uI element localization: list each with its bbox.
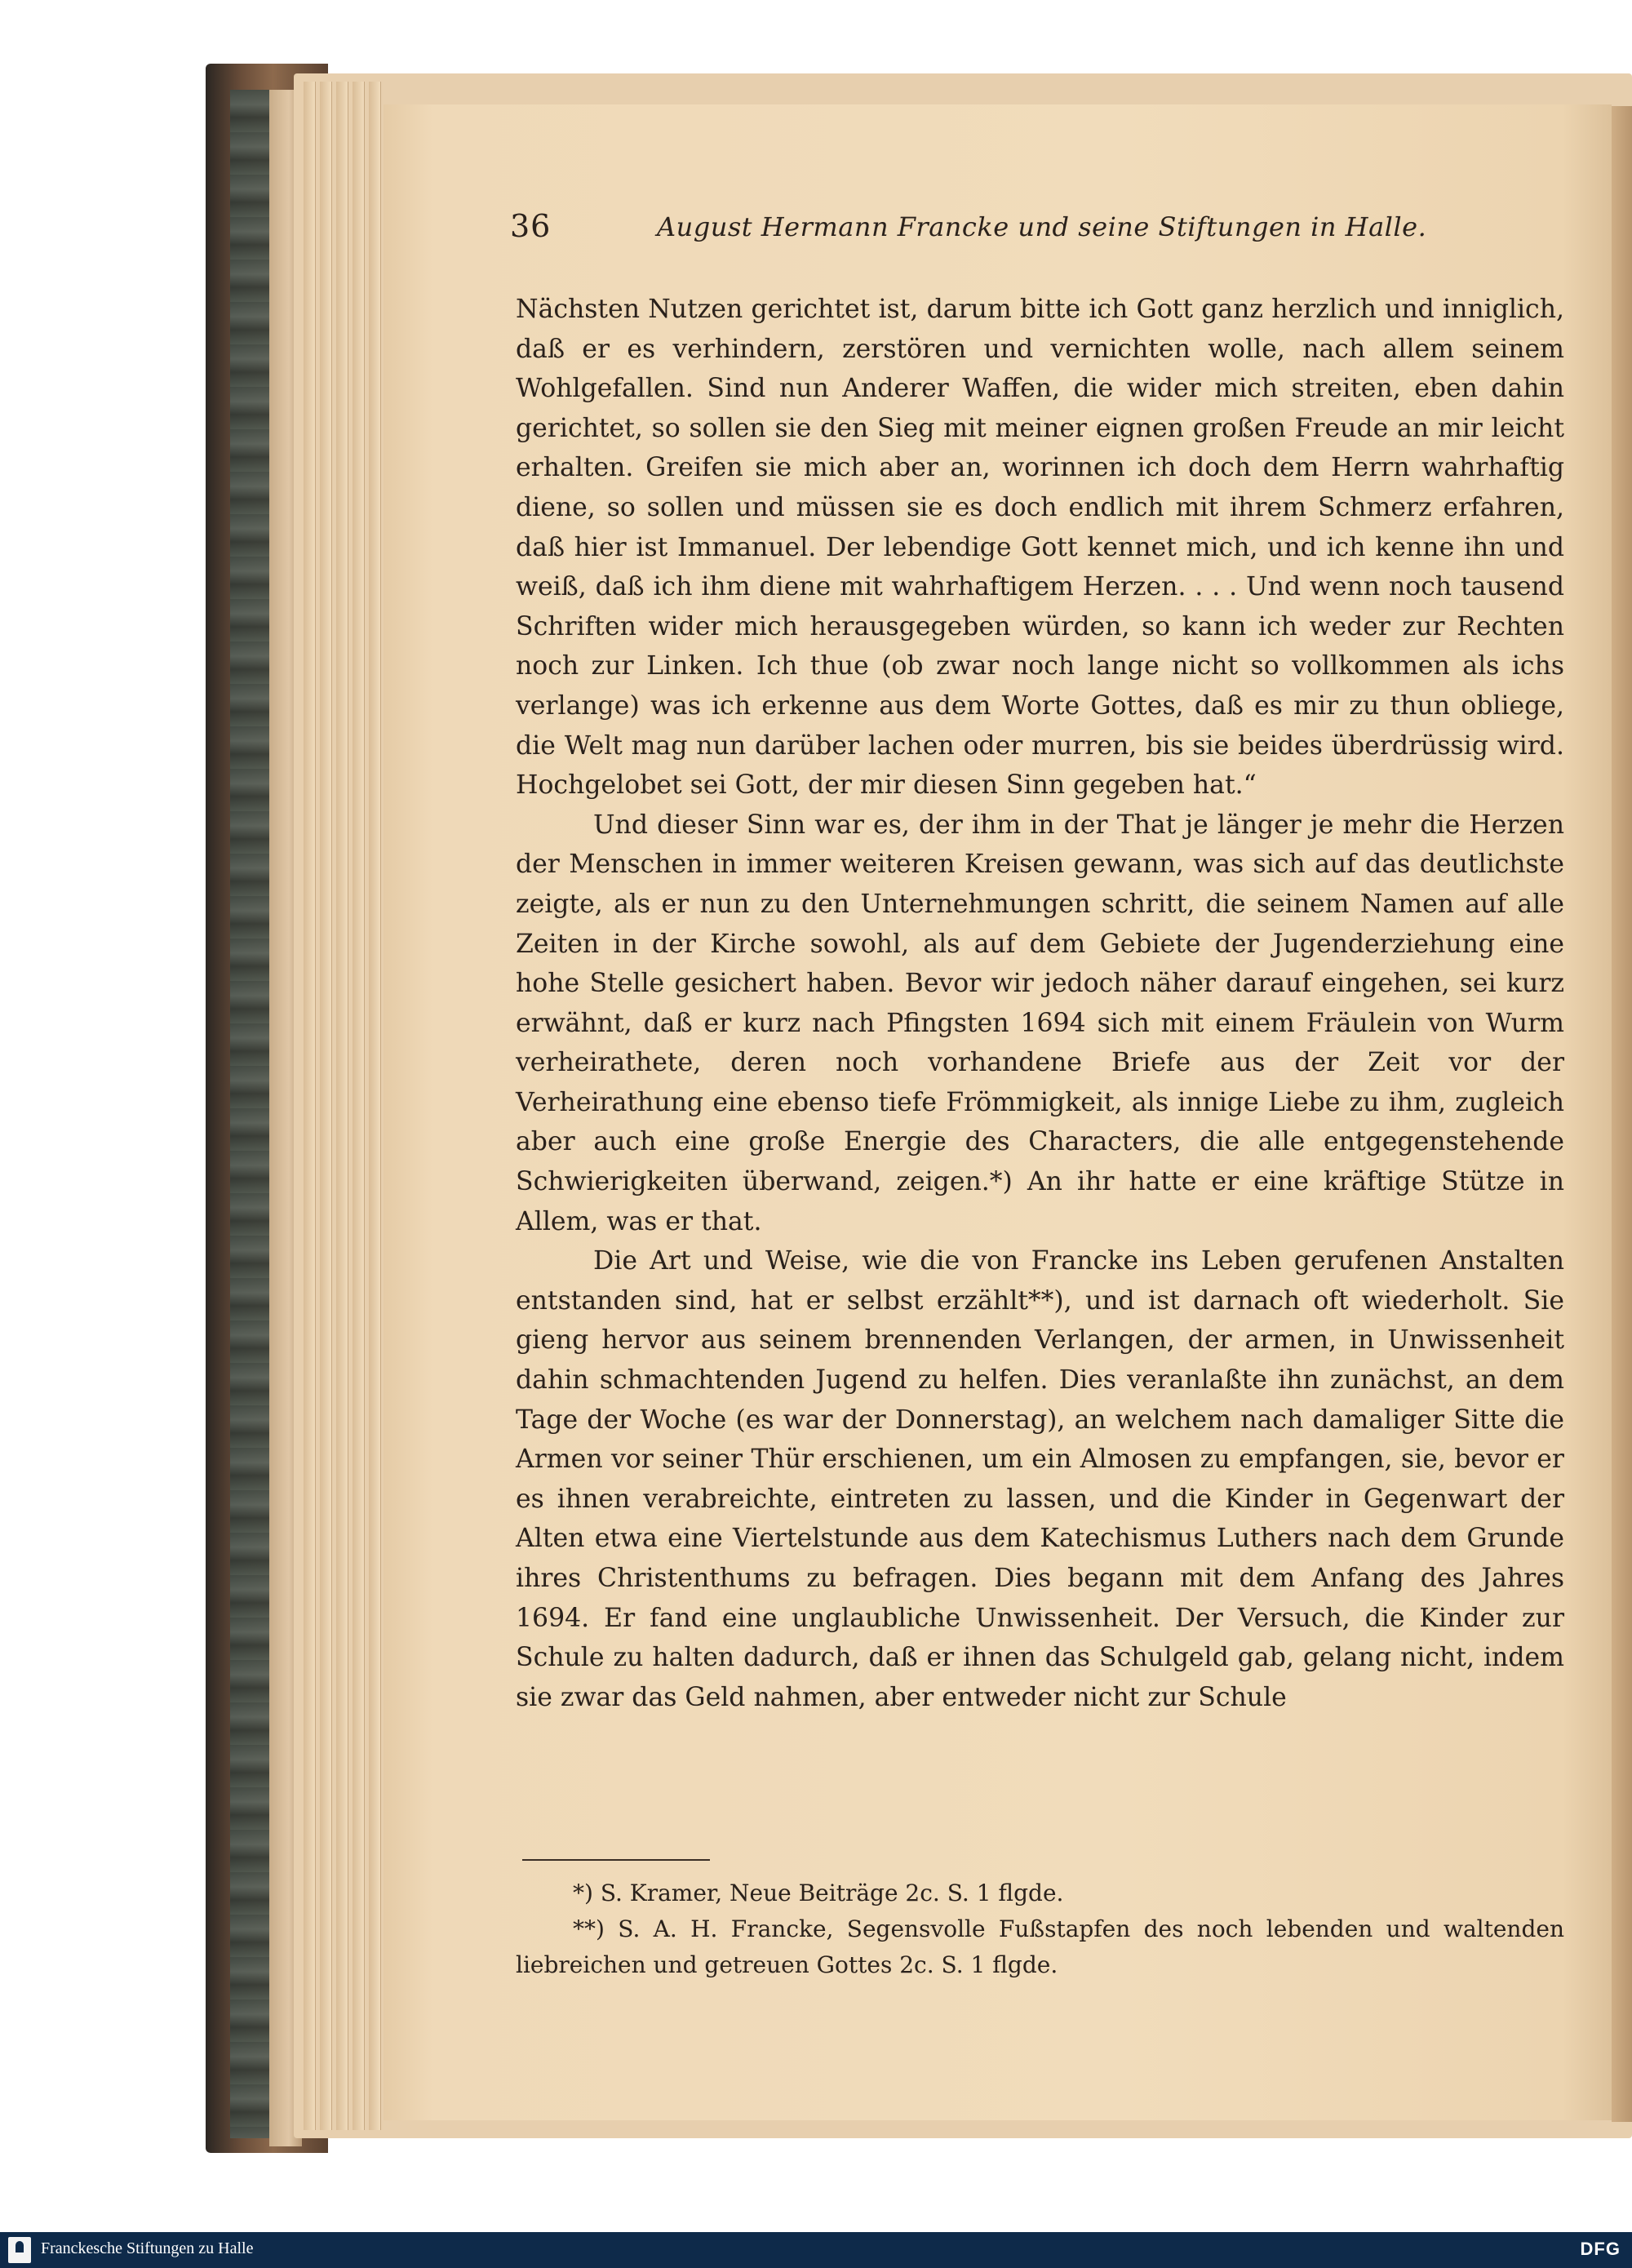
footnote: *) S. Kramer, Neue Beiträge 2c. S. 1 flgde. <box>573 1880 1064 1906</box>
footnote-divider <box>522 1859 710 1861</box>
page-edge <box>369 82 381 2130</box>
footnote: **) S. A. H. Francke, Segensvolle Fußstapfen des noch lebenden und waltenden liebreichen und getreuen Gottes 2c. S. 1 flgde. <box>516 1915 1564 1978</box>
page-edge <box>353 82 365 2130</box>
franckesche-stiftungen-logo-icon[interactable] <box>8 2237 31 2263</box>
viewer-footer-bar <box>0 2232 1632 2268</box>
body-text <box>516 290 1564 1717</box>
page-right-edge <box>1612 106 1632 2122</box>
paragraph: Nächsten Nutzen gerichtet ist, darum bitte ich Gott ganz herzlich und inniglich, daß er es verhindern, zerstören und vernichten wolle, nach allem seinem Wohlgefallen. Sind nun Anderer Waffen, die wider mich streiten, eben dahin gerichtet, so sollen sie den Sieg mit meiner eignen großen Freude an mir leicht erhalten. Greifen sie mich aber an, worinnen ich doch dem Herrn wahrhaftig diene, so sollen und müssen sie es doch endlich mit ihrem Schmerz erfahren, daß hier ist Immanuel. Der lebendige Gott kennet mich, und ich kenne ihn und weiß, daß ich ihm diene mit wahrhaftigem Herzen. . . . Und wenn noch tausend Schriften wider mich herausgegeben würden, so kann ich weder zur Rechten noch zur Linken. Ich thue (ob zwar noch lange nicht so vollkommen als ichs verlange) was ich erkenne aus dem Worte Gottes, daß es mir zu thun obliege, die Welt mag nun darüber lachen oder murren, bis sie beides überdrüssig wird. Hochgelobet sei Gott, der mir diesen Sinn gegeben hat.“ <box>516 295 1564 801</box>
page-edge <box>304 82 316 2130</box>
paragraph: Die Art und Weise, wie die von Francke ins Leben gerufenen Anstalten entstanden sind, hat er selbst erzählt**), und ist darnach oft wiederholt. Sie gieng hervor aus seinem brennenden Verlangen, der armen, in Unwissenheit dahin schmachtenden Jugend zu helfen. Dies veranlaßte ihn zunächst, an dem Tage der Woche (es war der Donnerstag), an welchem nach damaliger Sitte die Armen vor seiner Thür erschienen, um ein Almosen zu empfangen, sie, bevor er es ihnen verabreichte, eintreten zu lassen, und die Kinder in Gegenwart der Alten etwa eine Viertelstunde aus dem Katechismus Luthers nach dem Grunde ihres Christenthums zu befragen. Dies begann mit dem Anfang des Jahres 1694. Er fand eine unglaubliche Unwissenheit. Der Versuch, die Kinder zur Schule zu halten dadurch, daß er ihnen das Schulgeld gab, gelang nicht, indem sie zwar das Geld nahmen, aber entweder nicht zur Schule <box>516 1246 1564 1712</box>
paragraph: Und dieser Sinn war es, der ihm in der That je länger je mehr die Herzen der Menschen in immer weiteren Kreisen gewann, was sich auf das deutlichste zeigte, als er nun zu den Unternehmungen schritt, die seinem Namen auf alle Zeiten in der Kirche sowohl, als auf dem Gebiete der Jugenderziehung eine hohe Stelle gesichert haben. Bevor wir jedoch näher darauf eingehen, sei kurz erwähnt, daß er kurz nach Pfingsten 1694 sich mit einem Fräulein von Wurm verheirathete, deren noch vorhandene Briefe aus der Zeit vor der Verheirathung eine ebenso tiefe Frömmigkeit, als innige Liebe zu ihm, zugleich aber auch eine große Energie des Characters, die alle entgegenstehende Schwierigkeiten überwand, zeigen.*) An ihr hatte er eine kräftige Stütze in Allem, was er that. <box>516 810 1564 1236</box>
page-number: 36 <box>510 208 552 244</box>
dfg-logo[interactable]: DFG <box>1580 2239 1621 2259</box>
page-edge <box>320 82 332 2130</box>
institution-name[interactable]: Franckesche Stiftungen zu Halle <box>41 2239 254 2257</box>
footnotes <box>516 1875 1564 1983</box>
running-head: August Hermann Francke und seine Stiftungen in Halle. <box>657 211 1427 242</box>
page-edge <box>336 82 348 2130</box>
page-header <box>510 208 1571 257</box>
